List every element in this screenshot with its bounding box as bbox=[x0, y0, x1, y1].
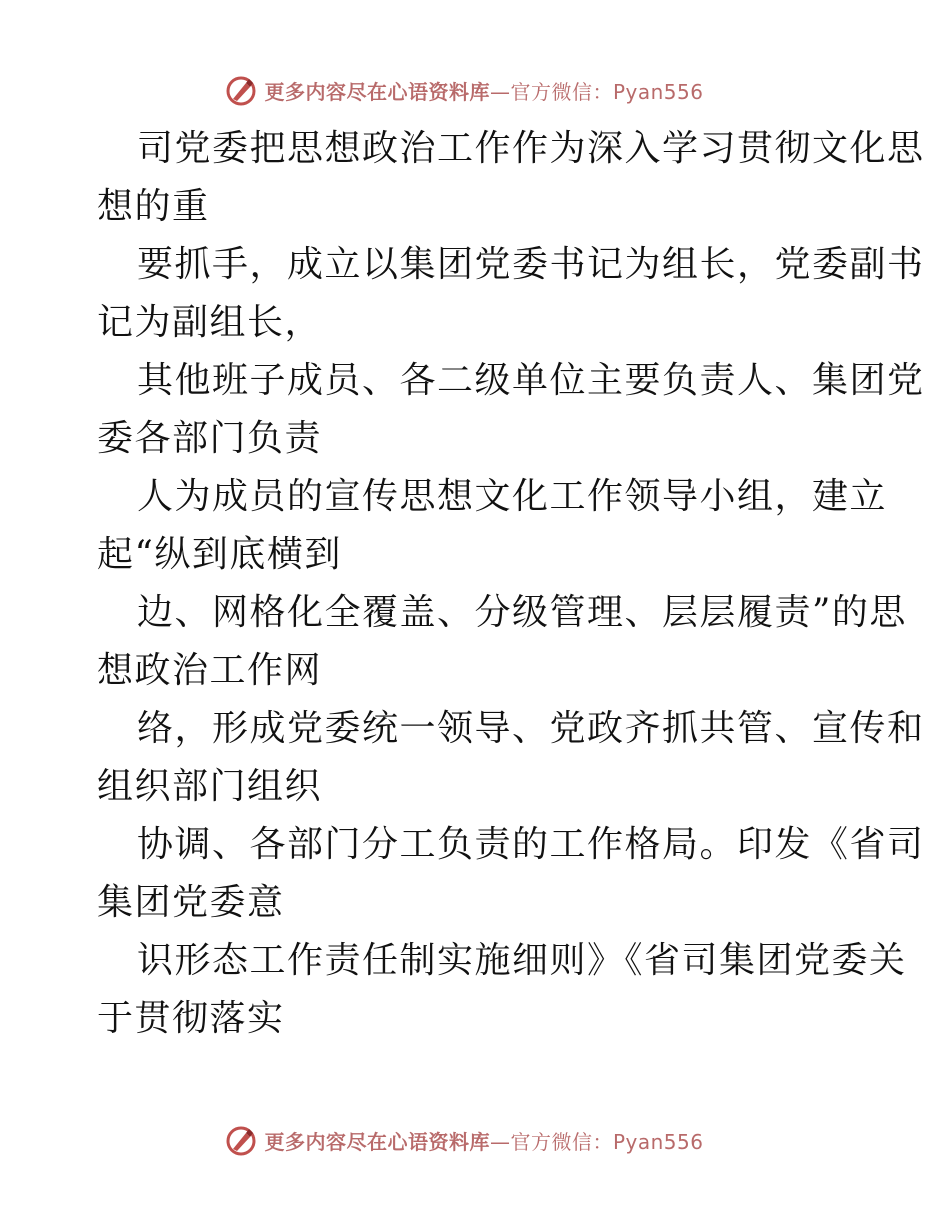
pen-nib-swirl-icon bbox=[224, 1123, 258, 1157]
text-line: 记为副组长， bbox=[97, 302, 323, 343]
watermark-separator: — bbox=[489, 79, 511, 104]
watermark-text bbox=[264, 76, 703, 105]
text-line: 委各部门负责 bbox=[97, 418, 323, 459]
text-line: 协调、各部门分工负责的工作格局。印发《省司 bbox=[137, 824, 925, 865]
text-line: 于贯彻落实 bbox=[97, 998, 285, 1039]
footer-watermark bbox=[0, 1120, 950, 1160]
document-body bbox=[97, 120, 925, 1048]
text-line: 络，形成党委统一领导、党政齐抓共管、宣传和 bbox=[137, 708, 925, 749]
pen-nib-swirl-icon bbox=[224, 73, 258, 107]
watermark-contact: 官方微信：Pyan556 bbox=[510, 1129, 704, 1154]
header-watermark bbox=[0, 70, 950, 110]
text-line: 其他班子成员、各二级单位主要负责人、集团党 bbox=[137, 360, 925, 401]
text-line: 人为成员的宣传思想文化工作领导小组，建立 bbox=[137, 476, 888, 517]
watermark-contact: 官方微信：Pyan556 bbox=[510, 79, 704, 104]
text-line: 集团党委意 bbox=[97, 882, 285, 923]
watermark-text bbox=[264, 1126, 703, 1155]
text-line: 组织部门组织 bbox=[97, 766, 323, 807]
text-line: 想政治工作网 bbox=[97, 650, 323, 691]
watermark-brand: 更多内容尽在心语资料库 bbox=[264, 1129, 490, 1154]
watermark-separator: — bbox=[489, 1129, 511, 1154]
text-line: 起“纵到底横到 bbox=[97, 534, 342, 575]
text-line: 想的重 bbox=[97, 186, 210, 227]
watermark-brand: 更多内容尽在心语资料库 bbox=[264, 79, 490, 104]
text-line: 识形态工作责任制实施细则》《省司集团党委关 bbox=[137, 940, 907, 981]
text-line: 要抓手，成立以集团党委书记为组长，党委副书 bbox=[137, 244, 925, 285]
text-line: 边、网格化全覆盖、分级管理、层层履责”的思 bbox=[137, 592, 907, 633]
text-line: 司党委把思想政治工作作为深入学习贯彻文化思 bbox=[137, 128, 925, 169]
